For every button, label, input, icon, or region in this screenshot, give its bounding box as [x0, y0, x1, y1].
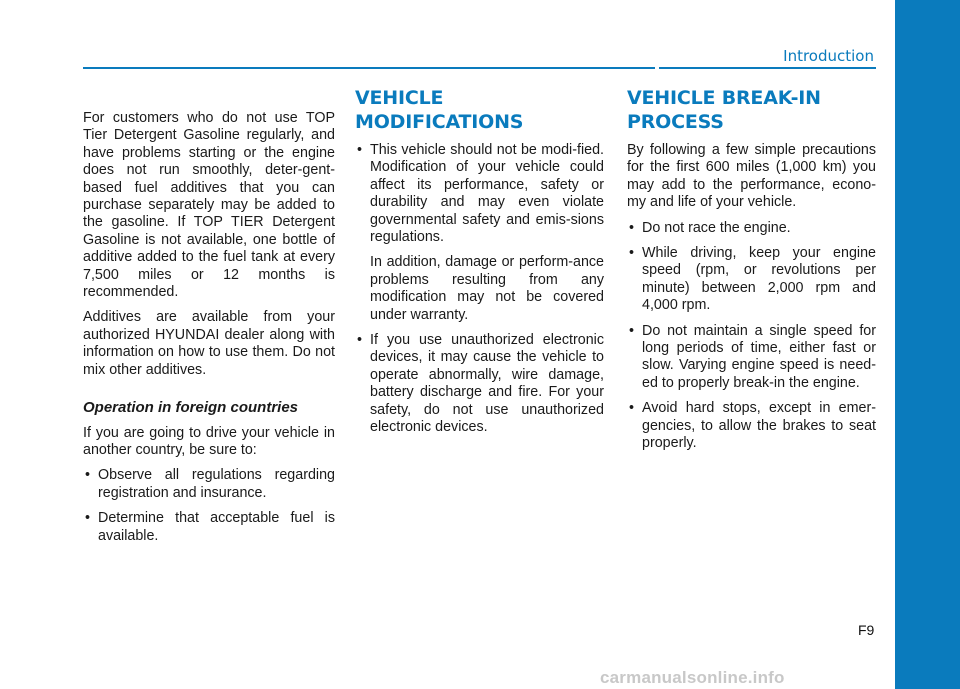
list-item: • Do not race the engine. [629, 219, 791, 236]
column-break-in-process [627, 86, 876, 461]
bullet-icon: • [357, 142, 363, 158]
bullet-list [627, 220, 876, 453]
footer-watermark: carmanualsonline.info [600, 668, 785, 687]
bullet-icon: • [629, 245, 635, 262]
header-rule [83, 67, 655, 69]
list-item: • While driving, keep your engine speed (rpm, or revolutions per minute) between 2,000 rpm and 4,000 rpm. [629, 245, 876, 314]
bullet-icon: • [629, 219, 635, 236]
paragraph: If you are going to drive your vehicle in another country, be sure to: [83, 424, 335, 458]
list-item: • Avoid hard stops, except in emer-gencies, to allow the brakes to seat properly. [629, 400, 876, 452]
paragraph: Additives are available from your authorized HYUNDAI dealer along with information on how to use them. Do not mix other additives. [83, 309, 335, 378]
paragraph: By following a few simple precautions for the first 600 miles (1,000 km) you may add to the performance, econo-my and life of your vehicle. [627, 142, 876, 211]
list-item: • Determine that acceptable fuel is available. [85, 510, 335, 544]
list-item: • If you use unauthorized electronic devices, it may cause the vehicle to operate abnormally, wire damage, battery discharge and fire. For your safety, do not use unauthorized electronic devices. [357, 332, 604, 436]
bullet-icon: • [629, 400, 635, 417]
bullet-list [355, 142, 604, 437]
list-item: • Observe all regulations regarding registration and insurance. [85, 467, 335, 501]
bullet-icon: • [629, 322, 635, 339]
bullet-list [83, 467, 335, 545]
heading-break-in-process: VEHICLE BREAK-IN PROCESS [627, 87, 821, 133]
header-rule-right [659, 67, 876, 69]
bullet-icon: • [357, 332, 363, 349]
subheading-foreign-countries: Operation in foreign countries [83, 399, 299, 417]
chapter-side-tab [895, 0, 960, 689]
page-number: F9 [858, 622, 875, 638]
section-title: Introduction [783, 47, 874, 65]
heading-vehicle-modifications: VEHICLE MODIFICATIONS [355, 87, 524, 133]
list-item-continuation: In addition, damage or perform-ance problems resulting from any modification may not be covered under warranty. [370, 254, 604, 323]
bullet-icon: • [85, 510, 91, 527]
list-item: • This vehicle should not be modi-fied. Modification of your vehicle could affect its performance, safety or durability and may even violate governmental safety and emis-sions regulations. In addition, damage or perform-ance problems resulting from any modification may not be covered under warranty. [357, 142, 604, 323]
paragraph: For customers who do not use TOP Tier Detergent Gasoline regularly, and have problems starting or the engine does not run smoothly, deter-gent-based fuel additives that you can purchase separately may be added to the gasoline. If TOP TIER Detergent Gasoline is not available, one bottle of additive added to the fuel tank at every 7,500 miles or 12 months is recommended. [83, 110, 335, 301]
list-item: • Do not maintain a single speed for long periods of time, either fast or slow. Varying engine speed is need-ed to properly break-in the engine. [629, 322, 876, 391]
bullet-icon: • [85, 467, 91, 484]
column-vehicle-modifications [355, 86, 604, 445]
column-fuel-additives [83, 110, 335, 553]
